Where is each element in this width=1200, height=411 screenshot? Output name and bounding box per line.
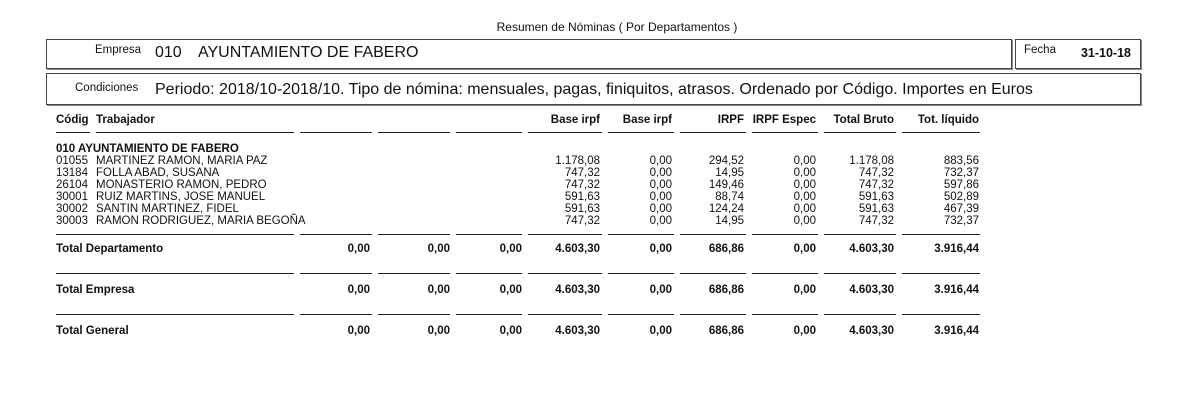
total-label: Total General (56, 325, 129, 337)
total-c2: 0,00 (427, 284, 450, 296)
header-rule (300, 132, 372, 133)
total-rule (300, 314, 372, 315)
header-rule (378, 132, 450, 133)
col-irpf-espec: IRPF Espec (752, 114, 816, 126)
header-rule (608, 132, 674, 133)
total-rule (528, 314, 602, 315)
department-header: 010 AYUNTAMIENTO DE FABERO (56, 143, 239, 155)
total-rule (378, 314, 450, 315)
total-label: Total Empresa (56, 284, 135, 296)
empresa-name: AYUNTAMIENTO DE FABERO (198, 44, 419, 61)
total-rule (56, 234, 294, 235)
row-irpf-espec: 0,00 (793, 155, 816, 167)
total-rule (902, 234, 980, 235)
total-tot-liquido: 3.916,44 (934, 284, 979, 296)
row-base-irpf-2: 0,00 (649, 215, 672, 227)
total-rule (752, 314, 818, 315)
total-rule (456, 234, 522, 235)
row-base-irpf-2: 0,00 (649, 191, 672, 203)
col-base-irpf-2: Base irpf (622, 114, 672, 126)
total-rule (752, 273, 818, 274)
row-base-irpf: 747,32 (564, 167, 600, 179)
total-rule (824, 314, 896, 315)
row-base-irpf-2: 0,00 (649, 155, 672, 167)
total-total-bruto: 4.603,30 (849, 284, 894, 296)
total-irpf: 686,86 (708, 325, 744, 337)
total-base-irpf: 4.603,30 (555, 284, 600, 296)
total-base-irpf-2: 0,00 (649, 284, 672, 296)
total-c1: 0,00 (347, 243, 370, 255)
row-irpf: 88,74 (715, 191, 744, 203)
row-irpf-espec: 0,00 (793, 203, 816, 215)
row-base-irpf-2: 0,00 (649, 167, 672, 179)
total-rule (680, 314, 746, 315)
row-base-irpf: 591,63 (564, 203, 600, 215)
row-irpf: 124,24 (708, 203, 744, 215)
row-name: FOLLA ABAD, SUSANA (96, 167, 220, 179)
row-name: RAMON RODRIGUEZ, MARIA BEGOÑA (96, 215, 306, 227)
row-name: SANTIN MARTINEZ, FIDEL (96, 203, 239, 215)
row-name: MONASTERIO RAMON, PEDRO (96, 179, 267, 191)
row-base-irpf: 1.178,08 (555, 155, 600, 167)
row-total-bruto: 1.178,08 (849, 155, 894, 167)
header-rule (824, 132, 896, 133)
row-tot-liquido: 502,89 (943, 191, 979, 203)
total-irpf-espec: 0,00 (793, 325, 816, 337)
total-c2: 0,00 (427, 325, 450, 337)
row-total-bruto: 747,32 (858, 179, 894, 191)
row-code: 30003 (56, 215, 88, 227)
empresa-box (46, 39, 1012, 69)
total-base-irpf-2: 0,00 (649, 325, 672, 337)
total-irpf-espec: 0,00 (793, 243, 816, 255)
col-total-bruto: Total Bruto (833, 114, 894, 126)
header-rule (680, 132, 746, 133)
row-code: 30001 (56, 191, 88, 203)
total-base-irpf-2: 0,00 (649, 243, 672, 255)
header-rule (902, 132, 980, 133)
total-rule (902, 314, 980, 315)
row-total-bruto: 747,32 (858, 215, 894, 227)
condiciones-box (46, 73, 1141, 105)
fecha-box (1015, 39, 1141, 69)
total-rule (752, 234, 818, 235)
row-total-bruto: 591,63 (858, 203, 894, 215)
total-rule (608, 234, 674, 235)
row-name: MARTINEZ RAMON, MARIA PAZ (96, 155, 268, 167)
row-base-irpf: 591,63 (564, 191, 600, 203)
row-base-irpf-2: 0,00 (649, 179, 672, 191)
row-tot-liquido: 732,37 (943, 167, 979, 179)
total-rule (824, 273, 896, 274)
row-name: RUIZ MARTINS, JOSE MANUEL (96, 191, 266, 203)
total-c1: 0,00 (347, 325, 370, 337)
row-irpf: 294,52 (708, 155, 744, 167)
row-code: 30002 (56, 203, 88, 215)
total-c3: 0,00 (499, 325, 522, 337)
row-irpf-espec: 0,00 (793, 191, 816, 203)
total-rule (56, 273, 294, 274)
total-tot-liquido: 3.916,44 (934, 325, 979, 337)
total-c1: 0,00 (347, 284, 370, 296)
col-tot-liquido: Tot. líquido (917, 114, 979, 126)
total-irpf-espec: 0,00 (793, 284, 816, 296)
col-irpf: IRPF (717, 114, 744, 126)
total-rule (56, 314, 294, 315)
col-codigo: Códig (56, 114, 89, 126)
row-base-irpf: 747,32 (564, 215, 600, 227)
total-irpf: 686,86 (708, 284, 744, 296)
total-irpf: 686,86 (708, 243, 744, 255)
total-c2: 0,00 (427, 243, 450, 255)
header-rule (96, 132, 294, 133)
condiciones-text: Periodo: 2018/10-2018/10. Tipo de nómina: mensuales, pagas, finiquitos, atrasos. Ordenado por Código. Importes en Euros (155, 81, 1033, 98)
row-irpf-espec: 0,00 (793, 179, 816, 191)
row-base-irpf: 747,32 (564, 179, 600, 191)
total-total-bruto: 4.603,30 (849, 325, 894, 337)
total-rule (456, 314, 522, 315)
col-trabajador: Trabajador (96, 114, 155, 126)
total-base-irpf: 4.603,30 (555, 243, 600, 255)
total-rule (608, 314, 674, 315)
total-rule (902, 273, 980, 274)
total-rule (378, 234, 450, 235)
row-irpf: 14,95 (715, 167, 744, 179)
header-rule (56, 132, 90, 133)
total-rule (608, 273, 674, 274)
total-label: Total Departamento (56, 243, 164, 255)
total-rule (680, 234, 746, 235)
row-irpf: 14,95 (715, 215, 744, 227)
total-rule (528, 234, 602, 235)
total-total-bruto: 4.603,30 (849, 243, 894, 255)
header-rule (528, 132, 602, 133)
row-tot-liquido: 467,39 (943, 203, 979, 215)
row-total-bruto: 591,63 (858, 191, 894, 203)
total-rule (378, 273, 450, 274)
total-rule (824, 234, 896, 235)
total-tot-liquido: 3.916,44 (934, 243, 979, 255)
report-title: Resumen de Nóminas ( Por Departamentos ) (496, 20, 738, 34)
empresa-code: 010 (155, 44, 182, 61)
total-c3: 0,00 (499, 284, 522, 296)
row-irpf: 149,46 (708, 179, 744, 191)
col-base-irpf: Base irpf (550, 114, 600, 126)
row-base-irpf-2: 0,00 (649, 203, 672, 215)
total-base-irpf: 4.603,30 (555, 325, 600, 337)
row-tot-liquido: 883,56 (943, 155, 979, 167)
total-rule (300, 273, 372, 274)
condiciones-label: Condiciones (75, 82, 139, 94)
row-irpf-espec: 0,00 (793, 215, 816, 227)
total-rule (300, 234, 372, 235)
total-c3: 0,00 (499, 243, 522, 255)
row-code: 01055 (56, 155, 88, 167)
total-rule (456, 273, 522, 274)
total-rule (680, 273, 746, 274)
row-code: 26104 (56, 179, 88, 191)
row-tot-liquido: 597,86 (943, 179, 979, 191)
total-rule (528, 273, 602, 274)
row-tot-liquido: 732,37 (943, 215, 979, 227)
fecha-label: Fecha (1024, 44, 1056, 56)
row-total-bruto: 747,32 (858, 167, 894, 179)
empresa-label: Empresa (95, 44, 142, 56)
row-irpf-espec: 0,00 (793, 167, 816, 179)
header-rule (456, 132, 522, 133)
row-code: 13184 (56, 167, 88, 179)
header-rule (752, 132, 818, 133)
fecha-value: 31-10-18 (1080, 46, 1131, 60)
